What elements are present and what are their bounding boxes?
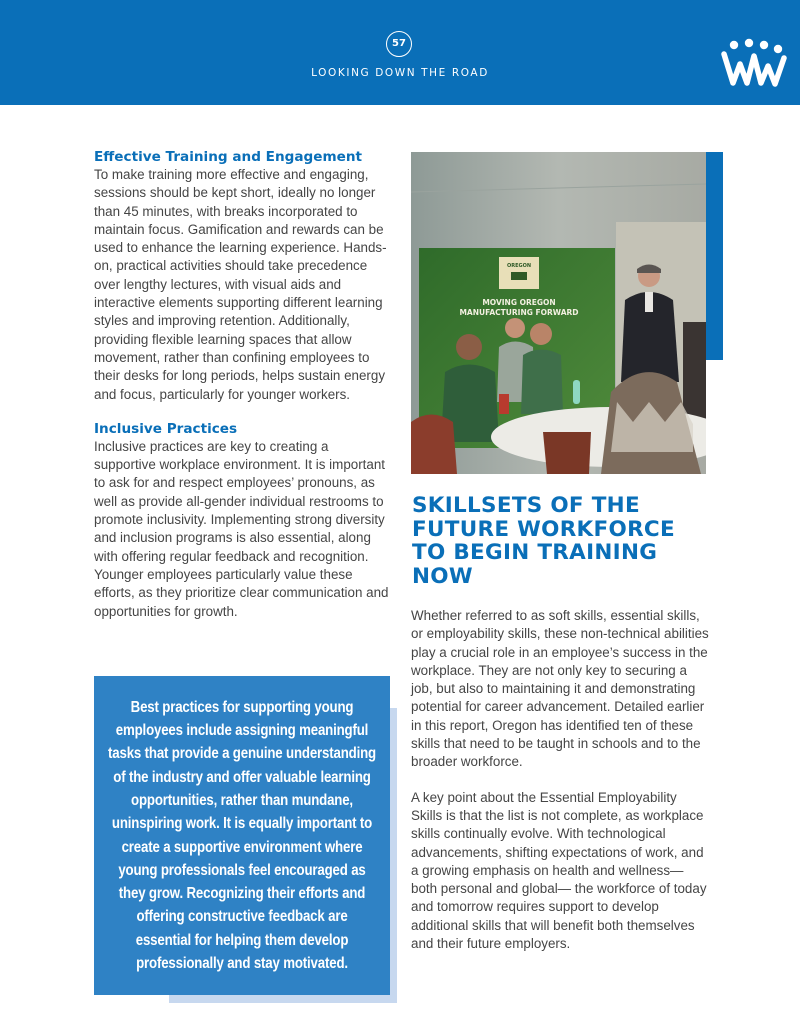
event-photo-illustration bbox=[411, 152, 706, 474]
page-header bbox=[0, 0, 800, 105]
skills-paragraph-1: Whether referred to as soft skills, essential skills, or employability skills, these non-technical abilities play a crucial role in an employee’s success in the workplace. They are not only key to securing a job, but also to maintaining it and demonstrating potential for career advancement. Detailed earlier in this report, Oregon has identified ten of these skills that need to be taught in schools and to the broader workforce. bbox=[411, 608, 709, 770]
photo-accent-bar bbox=[706, 152, 723, 360]
event-photo bbox=[411, 152, 706, 474]
people-logo-icon bbox=[720, 38, 788, 88]
skills-paragraph-2: A key point about the Essential Employability Skills is that the list is not complete, as workplace skills continually evolve. With technological advancements, shifting expectations of work, and a growing emphasis on health and wellness— both personal and global— the workforce of today and tomorrow requires support to develop additional skills that will benefit both themselves and their future employers. bbox=[411, 789, 707, 952]
page-number: 57 bbox=[386, 31, 412, 57]
skillsets-heading: SKILLSETS OF THE FUTURE WORKFORCE TO BEGIN TRAINING NOW bbox=[412, 493, 675, 589]
right-column bbox=[411, 607, 711, 953]
pull-quote-box bbox=[94, 676, 390, 995]
pull-quote-text: Best practices for supporting young employees include assigning meaningful tasks that provide a genuine understanding of the industry and offer valuable learning opportunities, rather than mundane, uninspiring work. It is equally important to create a supportive environment where young professionals feel encouraged as they grow. Recognizing their efforts and offering constructive feedback are essential for helping them develop professionally and stay motivated. bbox=[108, 698, 376, 972]
banner-line-1: MOVING OREGON bbox=[482, 298, 556, 307]
banner-logo-text: OREGON bbox=[506, 263, 532, 269]
left-column bbox=[94, 149, 390, 621]
inclusive-heading: Inclusive Practices bbox=[94, 420, 238, 437]
training-body: To make training more effective and engaging, sessions should be kept short, ideally no longer than 45 minutes, with breaks incorporated to maintain focus. Gamification and rewards can be used to enhance the learning experience. Hands-on, practical activities should take precedence over lengthy lectures, with visual aids and interactive elements supporting different learning styles and improving retention. Additionally, providing flexible learning spaces that allow movement, rather than confining employees to their desks for long periods, helps sustain energy and focus, particularly for younger workers. bbox=[94, 167, 387, 402]
inclusive-body: Inclusive practices are key to creating a supportive workplace environment. It is important to ask for and respect employees’ pronouns, as well as provide all-gender individual restrooms to promote inclusivity. Implementing strong diversity and inclusion programs is also essential, along with offering regular feedback and recognition. Younger employees particularly value these efforts, as they prioritize clear communication and opportunities for growth. bbox=[94, 438, 389, 619]
training-heading: Effective Training and Engagement bbox=[94, 149, 363, 165]
section-title: LOOKING DOWN THE ROAD bbox=[311, 67, 489, 79]
banner-line-2: MANUFACTURING FORWARD bbox=[459, 308, 579, 317]
